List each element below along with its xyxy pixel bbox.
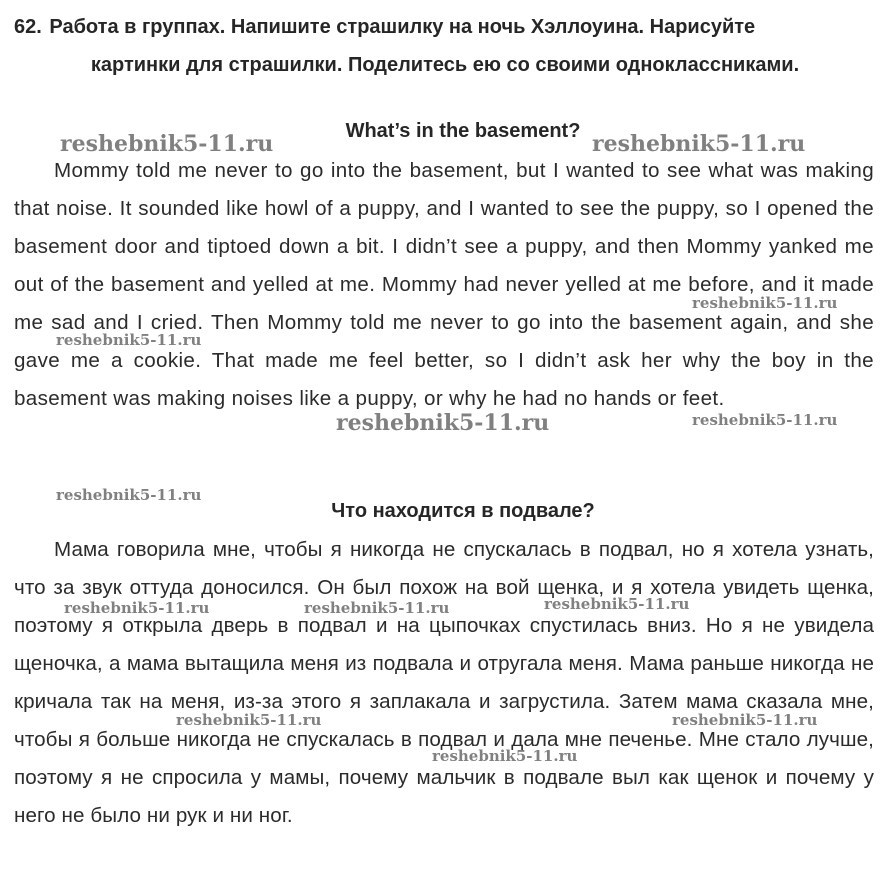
watermark: reshebnik5-11.ru bbox=[60, 131, 274, 157]
watermark: reshebnik5-11.ru bbox=[304, 599, 450, 617]
task-line-1: Работа в группах. Напишите страшилку на ночь Хэллоуина. Нарисуйте bbox=[49, 16, 756, 38]
watermark: reshebnik5-11.ru bbox=[544, 595, 690, 613]
watermark: reshebnik5-11.ru bbox=[56, 486, 202, 504]
watermark: reshebnik5-11.ru bbox=[336, 410, 550, 436]
russian-story-title: Что находится в подвале? bbox=[331, 500, 595, 522]
task-number: 62. bbox=[14, 16, 42, 38]
english-story-text: Mommy told me never to go into the basement, but I wanted to see what was making that noise. It sounded like howl of a puppy, and I wanted to see the puppy, so I opened the basement door and tiptoed down a bit. I didn’t see a puppy, and then Mommy yanked me out of the basement and yelled at me. Mommy had never yelled at me before, and it made me sad and I cried. Then Mommy told me never to go into the basement again, and she gave me a cookie. That made me feel better, so I didn’t ask her why the boy in the basement was making noises like a puppy, or why he had no hands or feet. bbox=[14, 159, 874, 410]
task-line-2: картинки для страшилки. Поделитесь ею со своими одноклассниками. bbox=[90, 54, 800, 76]
watermark: reshebnik5-11.ru bbox=[432, 747, 578, 765]
watermark: reshebnik5-11.ru bbox=[672, 711, 818, 729]
task-heading bbox=[14, 8, 876, 84]
watermark: reshebnik5-11.ru bbox=[64, 599, 210, 617]
watermark: reshebnik5-11.ru bbox=[176, 711, 322, 729]
watermark: reshebnik5-11.ru bbox=[692, 294, 838, 312]
watermark: reshebnik5-11.ru bbox=[56, 331, 202, 349]
watermark: reshebnik5-11.ru bbox=[692, 411, 838, 429]
english-story-title: What’s in the basement? bbox=[345, 120, 581, 142]
russian-story-text: Мама говорила мне, чтобы я никогда не спускалась в подвал, но я хотела узнать, что за звук оттуда доносился. Он был похож на вой щенка, и я хотела увидеть щенка, поэтому я открыла дверь в подвал и на цыпочках спустилась вниз. Но я не увидела щеночка, а мама вытащила меня из подвала и отругала меня. Мама раньше никогда не кричала так на меня, из-за этого я заплакала и загрустила. Затем мама сказала мне, чтобы я больше никогда не спускалась в подвал и дала мне печенье. Мне стало лучше, поэтому я не спросила у мамы, почему мальчик в подвале выл как щенок и почему у него не было ни рук и ни ног. bbox=[14, 538, 874, 827]
watermark: reshebnik5-11.ru bbox=[592, 131, 806, 157]
